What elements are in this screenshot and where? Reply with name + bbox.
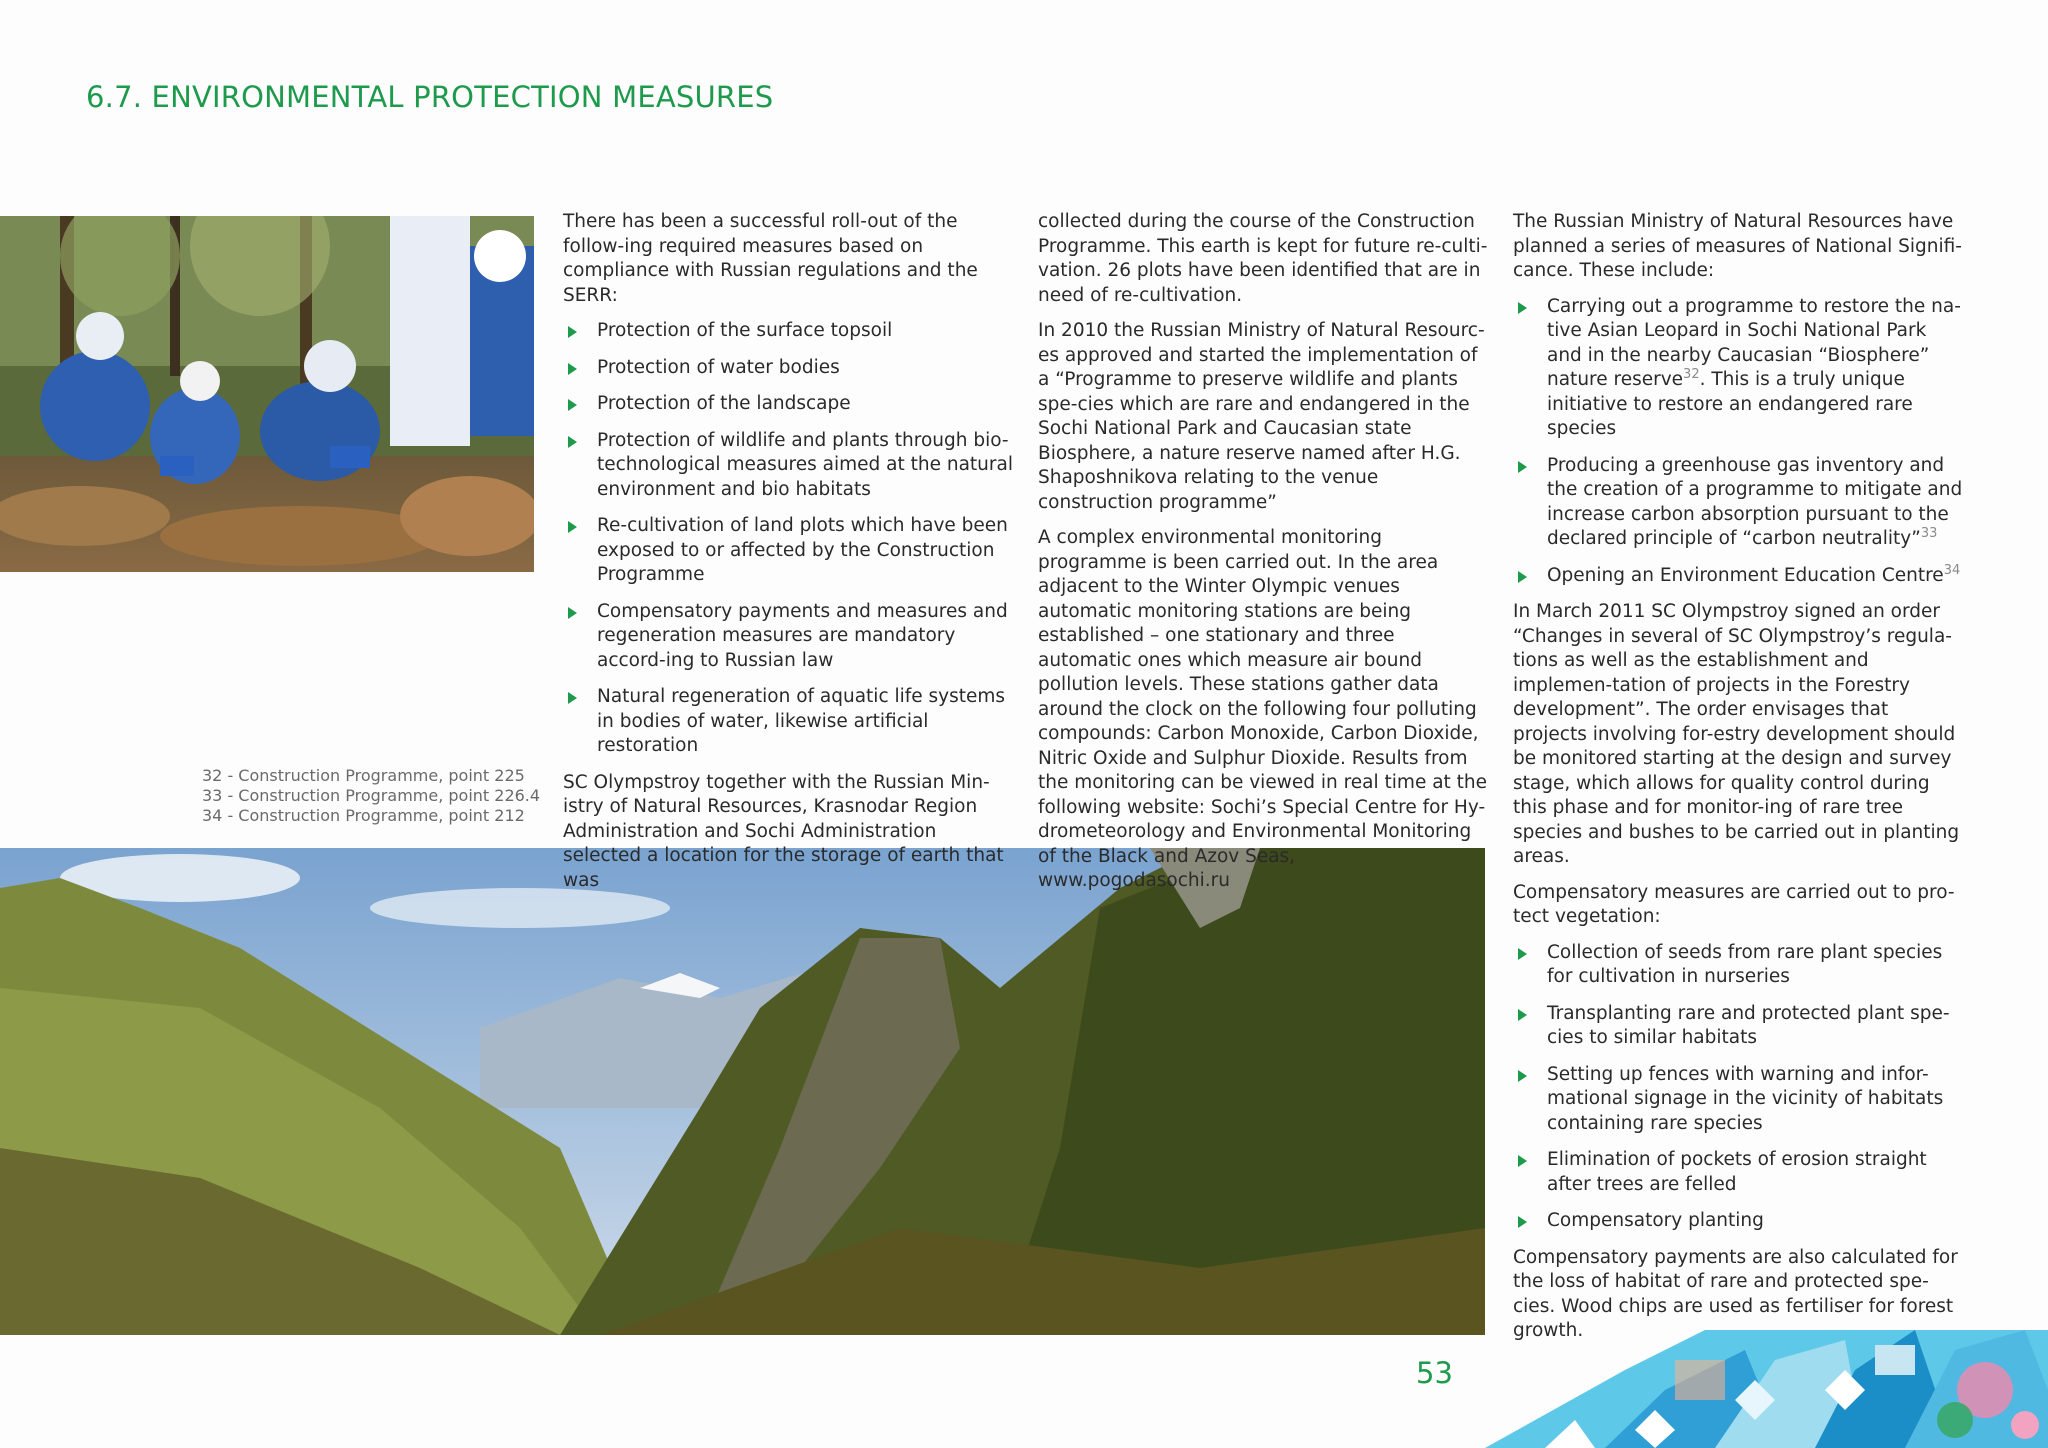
list-item: Natural regeneration of aquatic life systems in bodies of water, likewise artificial restoration (563, 685, 1013, 759)
paragraph: Compensatory measures are carried out to pro-tect vegetation: (1513, 881, 1955, 927)
triangle-bullet-icon (1518, 1155, 1527, 1167)
triangle-bullet-icon (1518, 461, 1527, 473)
mountain-landscape-photo (0, 848, 1485, 1335)
text-column-3 (1513, 210, 1963, 1355)
measures-list (563, 319, 1013, 759)
list-item: Carrying out a programme to restore the na-tive Asian Leopard in Sochi National Park and in the nearby Caucasian “Biosphere” nature reserve$^{32}$. This is a truly unique initiative to restore an endangered rare species (1513, 295, 1963, 442)
footnotes (202, 766, 542, 826)
paragraph: collected during the course of the Construction Programme. This earth is kept for future re-culti-vation. 26 plots have been identified that are in need of re-cultivation. (1038, 211, 1488, 306)
decorative-pattern (1485, 1330, 2048, 1448)
paragraph: A complex environmental monitoring programme is been carried out. In the area adjacent to the Winter Olympic venues automatic monitoring stations are being established – one stationary and three automatic ones which measure air bound pollution levels. These stations gather data around the clock on the following four polluting compounds: Carbon Monoxide, Carbon Dioxide, Nitric Oxide and Sulphur Dioxide. Results from the monitoring can be viewed in real time at the following website: Sochi’s Special Centre for Hy-drometeorology and Environmental Monitoring of the Black and Azov Seas, www.pogodasochi.ru (1038, 527, 1488, 891)
list-item: Opening an Environment Education Centre$^{34}$ (1513, 564, 1963, 589)
paragraph: Compensatory payments are also calculated for the loss of habitat of rare and protected spe-cies. Wood chips are used as fertiliser for forest growth. (1513, 1246, 1958, 1341)
triangle-bullet-icon (1518, 1216, 1527, 1228)
triangle-bullet-icon (1518, 302, 1527, 314)
triangle-bullet-icon (1518, 1009, 1527, 1021)
triangle-bullet-icon (1518, 948, 1527, 960)
compensatory-measures-list (1513, 941, 1963, 1234)
footnote: 34 - Construction Programme, point 212 (202, 806, 525, 825)
national-measures-list (1513, 295, 1963, 589)
triangle-bullet-icon (568, 607, 577, 619)
paragraph: The Russian Ministry of Natural Resources have planned a series of measures of National Signifi-cance. These include: (1513, 211, 1962, 281)
list-item: Compensatory planting (1513, 1209, 1963, 1234)
list-item: Protection of water bodies (563, 356, 1013, 381)
footnote-ref: 33 (1920, 526, 1938, 541)
paragraph: In March 2011 SC Olympstroy signed an order “Changes in several of SC Olympstroy’s regula-tions as well as the establishment and implemen-tation of projects in the Forestry development”. The order envisages that projects involving for-estry development should be monitored starting at the design and survey stage, which allows for quality control during this phase and for monitor-ing of rare tree species and bushes to be carried out in planting areas. (1513, 601, 1960, 867)
triangle-bullet-icon (1518, 1070, 1527, 1082)
paragraph: In 2010 the Russian Ministry of Natural Resourc-es approved and started the implementation of a “Programme to preserve wildlife and plants spe-cies which are rare and endangered in the Sochi National Park and Caucasian state Biosphere, a nature reserve named after H.G. Shaposhnikova relating to the venue construction programme” (1038, 320, 1485, 513)
triangle-bullet-icon (568, 436, 577, 448)
list-item: Protection of the surface topsoil (563, 319, 1013, 344)
list-item: Producing a greenhouse gas inventory and the creation of a programme to mitigate and increase carbon absorption pursuant to the declared principle of “carbon neutrality”$^{33}$ (1513, 454, 1963, 552)
text-column-2 (1038, 210, 1488, 905)
footnote-ref: 34 (1943, 562, 1961, 578)
list-item: Protection of the landscape (563, 392, 1013, 417)
triangle-bullet-icon (568, 399, 577, 411)
list-item: Compensatory payments and measures and regeneration measures are mandatory accord-ing to Russian law (563, 600, 1013, 674)
footnote: 32 - Construction Programme, point 225 (202, 766, 525, 785)
triangle-bullet-icon (568, 692, 577, 704)
list-item: Elimination of pockets of erosion straight after trees are felled (1513, 1148, 1963, 1197)
text-column-1 (563, 210, 1013, 904)
list-item: Re-cultivation of land plots which have been exposed to or affected by the Construction Programme (563, 514, 1013, 588)
triangle-bullet-icon (568, 363, 577, 375)
list-item: Setting up fences with warning and infor-mational signage in the vicinity of habitats containing rare species (1513, 1063, 1963, 1137)
footnote: 33 - Construction Programme, point 226.4 (202, 786, 541, 805)
triangle-bullet-icon (568, 521, 577, 533)
paragraph: There has been a successful roll-out of the follow-ing required measures based on compliance with Russian regulations and the SERR: (563, 211, 978, 306)
list-item: Transplanting rare and protected plant spe-cies to similar habitats (1513, 1002, 1963, 1051)
volunteers-planting-photo (0, 216, 534, 572)
triangle-bullet-icon (1518, 571, 1527, 583)
triangle-bullet-icon (568, 326, 577, 338)
page-number: 53 (1416, 1356, 1453, 1390)
footnote-ref: 32 (1683, 367, 1700, 382)
list-item: Protection of wildlife and plants through bio-technological measures aimed at the natural environment and bio habitats (563, 429, 1013, 503)
list-item: Collection of seeds from rare plant species for cultivation in nurseries (1513, 941, 1963, 990)
section-heading: 6.7. ENVIRONMENTAL PROTECTION MEASURES (86, 80, 774, 114)
paragraph: SC Olympstroy together with the Russian Min-istry of Natural Resources, Krasnodar Region Administration and Sochi Administration selected a location for the storage of earth that was (563, 771, 1004, 891)
